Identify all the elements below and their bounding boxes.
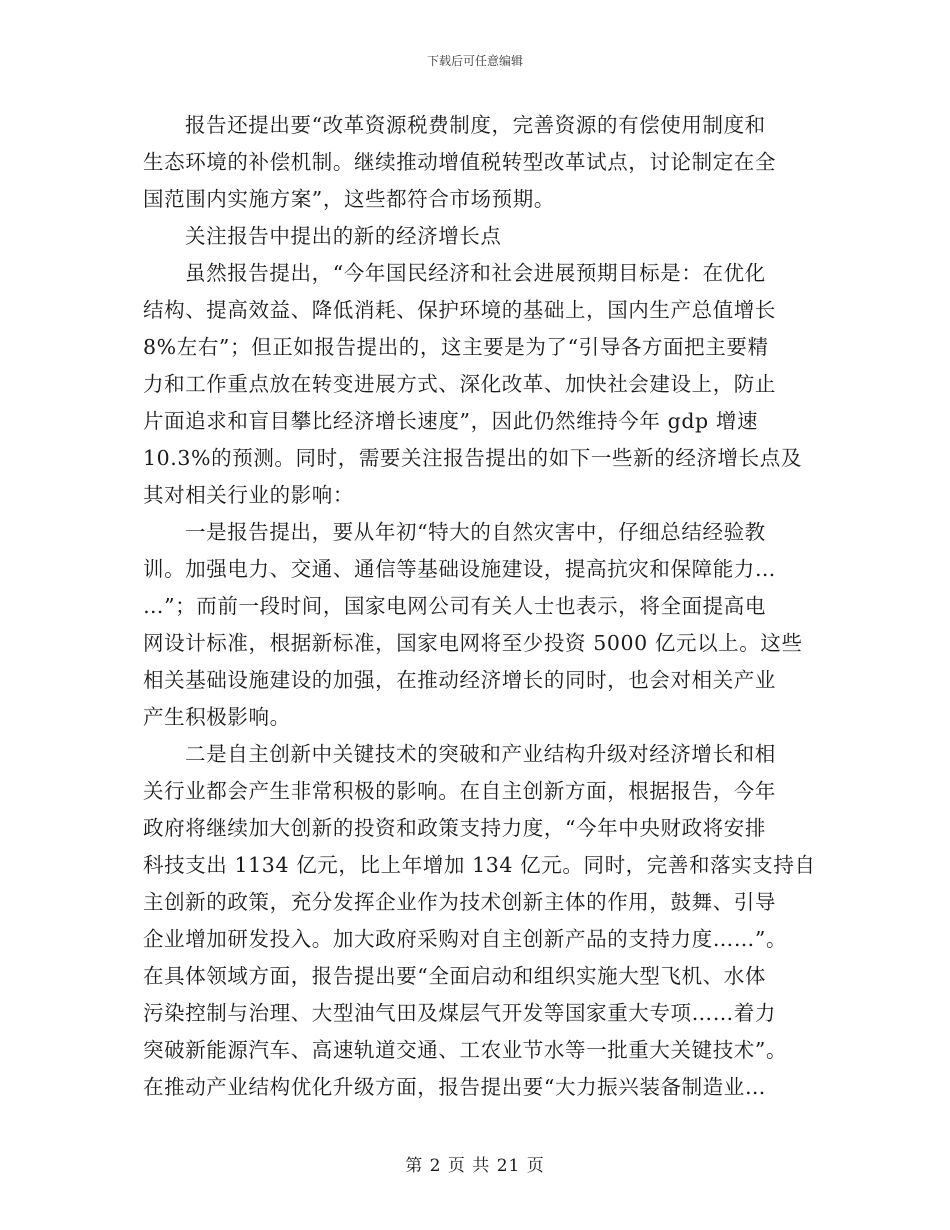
body-line: 其对相关行业的影响：	[143, 483, 354, 507]
body-line: 结构、提高效益、降低消耗、保护环境的基础上，国内生产总值增长	[143, 298, 776, 322]
body-line: 生态环境的补偿机制。继续推动增值税转型改革试点，讨论制定在全	[143, 150, 776, 174]
page-header: 下载后可任意编辑	[426, 54, 523, 68]
body-line: 国范围内实施方案”，这些都符合市场预期。	[143, 187, 555, 211]
body-line: 主创新的政策，充分发挥企业作为技术创新主体的作用，鼓舞、引导	[143, 890, 776, 914]
body-line: 10.3%的预测。同时，需要关注报告提出的如下一些新的经济增长点及	[143, 446, 802, 470]
body-line: 报告还提出要“改革资源税费制度，完善资源的有偿使用制度和	[185, 113, 766, 137]
body-line: 一是报告提出，要从年初“特大的自然灾害中，仔细总结经验教	[185, 520, 766, 544]
body-line: 训。加强电力、交通、通信等基础设施建设，提高抗灾和保障能力…	[143, 557, 776, 581]
body-line: 污染控制与治理、大型油气田及煤层气开发等国家重大专项……着力	[143, 1001, 776, 1025]
page-number: 第 2 页 共 21 页	[405, 1156, 545, 1176]
body-line: 片面追求和盲目攀比经济增长速度”，因此仍然维持今年 gdp 增速	[143, 409, 759, 433]
body-line: 8%左右”；但正如报告提出的，这主要是为了“引导各方面把主要精	[143, 335, 769, 359]
body-line: 在具体领域方面，报告提出要“全面启动和组织实施大型飞机、水体	[143, 964, 766, 988]
body-line: 网设计标准，根据新标准，国家电网将至少投资 5000 亿元以上。这些	[143, 631, 803, 655]
body-line: 虽然报告提出，“今年国民经济和社会进展预期目标是：在优化	[185, 261, 766, 285]
section-heading: 关注报告中提出的新的经济增长点	[185, 224, 502, 248]
body-line: 产生积极影响。	[143, 705, 291, 729]
body-line: 突破新能源汽车、高速轨道交通、工农业节水等一批重大关键技术”。	[143, 1038, 788, 1062]
body-line: 二是自主创新中关键技术的突破和产业结构升级对经济增长和相	[185, 742, 776, 766]
body-line: 关行业都会产生非常积极的影响。在自主创新方面，根据报告，今年	[143, 779, 776, 803]
body-line: 政府将继续加大创新的投资和政策支持力度，“今年中央财政将安排	[143, 816, 766, 840]
body-line: 力和工作重点放在转变进展方式、深化改革、加快社会建设上，防止	[143, 372, 776, 396]
body-line: …”；而前一段时间，国家电网公司有关人士也表示，将全面提高电	[143, 594, 766, 618]
document-body	[143, 107, 816, 1106]
body-line: 科技支出 1134 亿元，比上年增加 134 亿元。同时，完善和落实支持自	[143, 853, 816, 877]
body-line: 企业增加研发投入。加大政府采购对自主创新产品的支持力度……”。	[143, 927, 788, 951]
body-line: 在推动产业结构优化升级方面，报告提出要“大力振兴装备制造业…	[143, 1075, 766, 1099]
body-line: 相关基础设施建设的加强，在推动经济增长的同时，也会对相关产业	[143, 668, 776, 692]
